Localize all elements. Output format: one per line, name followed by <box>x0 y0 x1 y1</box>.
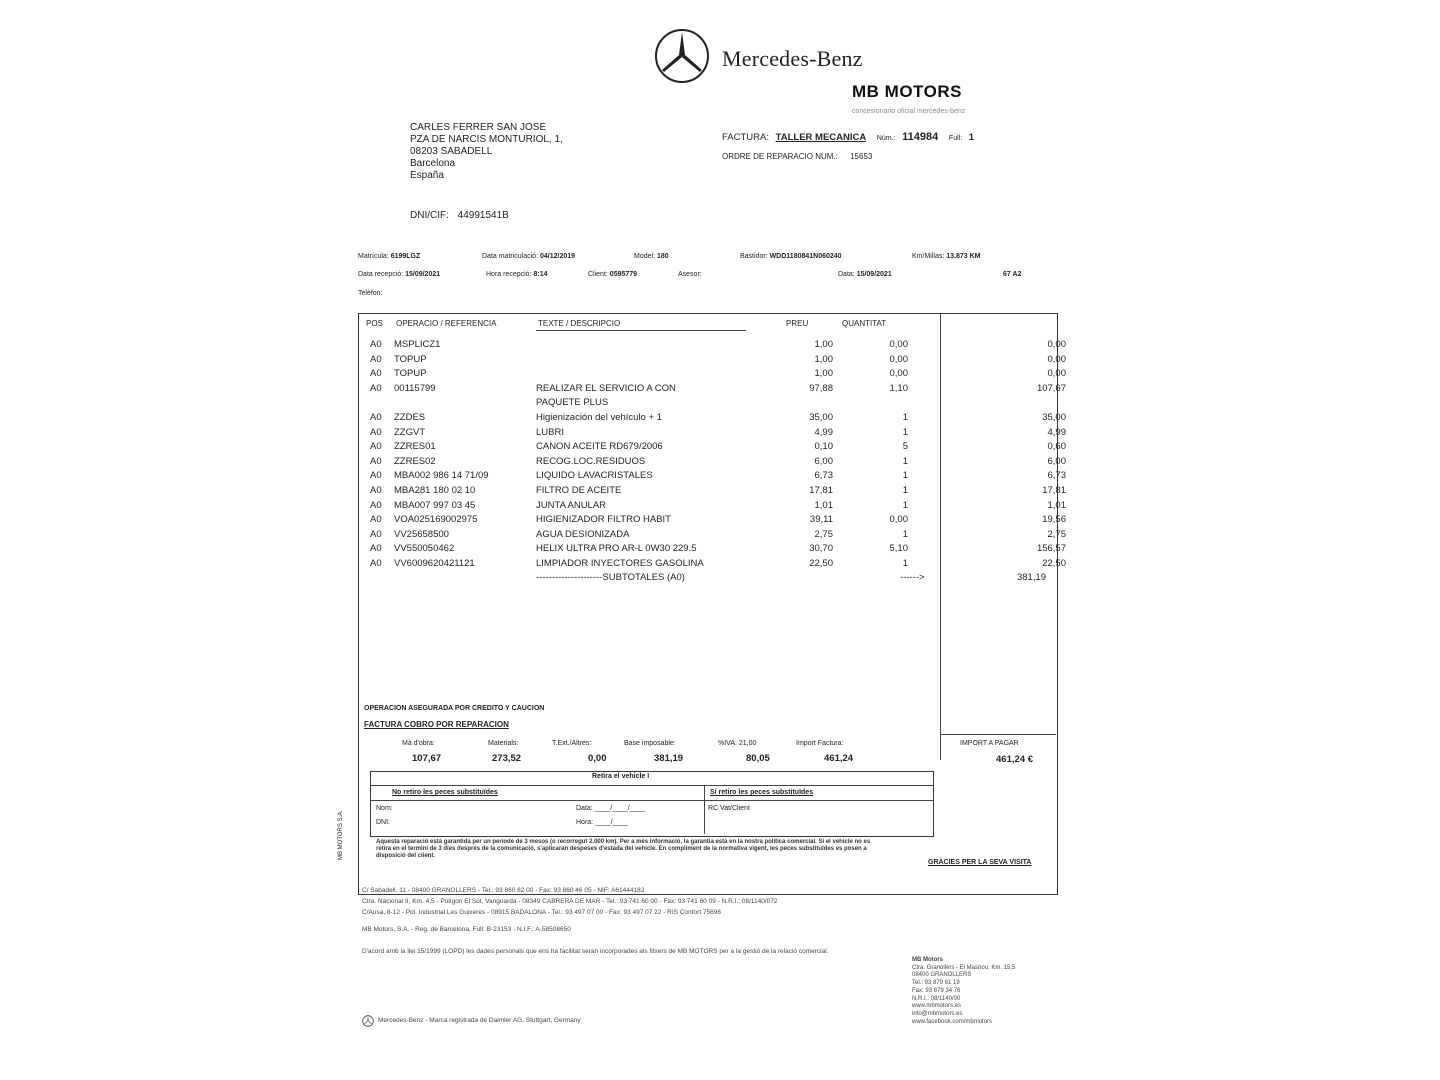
order-info <box>722 152 872 161</box>
row-pos: A0 <box>370 368 382 380</box>
row-pos: A0 <box>370 353 382 365</box>
mo-label: Mà d'obra: <box>402 740 435 747</box>
bottom-star-icon <box>362 1014 374 1026</box>
row-total: 19,56 <box>1042 514 1066 526</box>
table-row <box>370 513 1070 527</box>
row-desc: HIGIENIZADOR FILTRO HABIT <box>536 514 671 526</box>
data-recep-value: 15/09/2021 <box>405 271 441 278</box>
row-desc: RECOG.LOC.RESIDUOS <box>536 455 646 467</box>
totals-row <box>380 740 880 770</box>
customer-address: PZA DE NARCIS MONTURIOL, 1, <box>410 134 563 145</box>
row-pos: A0 <box>370 470 382 482</box>
row-desc: Higienización del vehículo + 1 <box>536 412 662 423</box>
contact-line-6: N.R.I.: 08/1140/00 <box>912 995 961 1002</box>
row-total: 107,67 <box>1036 382 1066 394</box>
row-qty: 1 <box>902 470 908 482</box>
bottom-left-text: Mercedes-Benz - Marca registrada de Daimler AG, Stuttgart, Germany <box>378 1017 581 1024</box>
data-matr-label: Data matriculació: <box>482 253 539 260</box>
table-row <box>370 382 1070 396</box>
retrieval-firma: RC Vat/Client <box>708 805 750 812</box>
row-qty: 0,00 <box>889 339 908 350</box>
table-row <box>370 353 1070 367</box>
header-pos: POS <box>366 319 383 328</box>
km-value: 13.873 KM <box>946 253 981 260</box>
retrieval-hora: Hora: ____/____ <box>576 819 629 826</box>
dealer-tagline: concesionario oficial mercedes-benz <box>852 108 966 115</box>
table-row <box>370 557 1070 571</box>
row-preu: 35,00 <box>809 412 833 423</box>
row-desc: CANON ACEITE RD679/2006 <box>536 441 663 453</box>
vehicle-row-2 <box>358 271 1038 281</box>
row-total: 2,75 <box>1047 528 1066 540</box>
row-ref: MBA281 180 02 10 <box>394 485 476 496</box>
row-qty: 5 <box>902 441 908 453</box>
row-pos: A0 <box>370 514 382 526</box>
model-label: Model: <box>634 253 656 260</box>
retrieval-left-header: No retiro les peces substituïdes <box>392 789 498 796</box>
customer-name: CARLES FERRER SAN JOSE <box>410 122 547 133</box>
address-line-1: C/ Sabadell, 11 - 08400 GRANOLLERS - Tel.: 93 860 82 00 - Fax: 93 860 46 05 - NIF: A61444182 <box>362 887 645 894</box>
contact-line-2: Ctra. Granollers - El Masnou, Km. 15,5 <box>912 964 1016 971</box>
row-ref: VV550050462 <box>394 543 455 555</box>
full-value: 1 <box>968 132 975 143</box>
contact-line-8: info@mbmotors.es <box>912 1010 963 1017</box>
subtotal-value: 381,19 <box>1016 572 1046 583</box>
table-row <box>370 426 1070 440</box>
privacy-text: D'acord amb la llei 15/1999 (LOPD) les dades personals que ens ha facilitat seran incorporades als fitxers de MB MOTORS per a la gestió de la relació comercial. <box>362 948 829 955</box>
import-factura-label: Import Factura: <box>796 740 844 747</box>
table-row <box>370 499 1070 513</box>
hora-label: Hora recepció: <box>486 271 532 278</box>
row-desc: LIMPIADOR INYECTORES GASOLINA <box>536 558 704 569</box>
customer-postal: 08203 SABADELL <box>410 146 493 157</box>
row-total: 17,81 <box>1042 485 1066 496</box>
brand-name: Mercedes-Benz <box>722 46 863 71</box>
row-desc: REALIZAR EL SERVICIO A CON <box>536 382 676 394</box>
materials-label: Materials: <box>488 740 519 747</box>
row-qty: 0,00 <box>889 353 908 365</box>
table-row <box>370 396 1070 410</box>
row-ref: MBA002 986 14 71/09 <box>394 470 489 482</box>
address-line-3: C/Ausa, 8-12 - Pol. Industrial Les Guixeres - 08915 BADALONA - Tel.: 93 497 07 00 - Fax: 93 497 07 22 - RIS Confort 75696 <box>362 909 722 916</box>
table-row <box>370 469 1070 483</box>
matricula-value: 6199LGZ <box>390 253 421 260</box>
bastidor-label: Bastidor: <box>740 253 768 260</box>
row-ref: VOA025169002975 <box>394 514 478 526</box>
row-desc: AGUA DESIONIZADA <box>536 528 630 540</box>
gracies-text: GRÀCIES PER LA SEVA VISITA <box>928 859 1032 866</box>
header-quantitat: QUANTITAT <box>842 319 887 328</box>
import-pagar-box <box>960 740 1050 770</box>
factura-cobro: FACTURA COBRO POR REPARACION <box>364 720 509 729</box>
customer-block <box>410 122 563 182</box>
dni-label: DNI/CIF: <box>410 210 449 221</box>
row-ref: VV6009620421121 <box>394 558 475 569</box>
customer-city: Barcelona <box>410 158 456 169</box>
telefon-label: Telèfon: <box>358 290 383 297</box>
row-qty: 1 <box>902 455 908 467</box>
address-line-2: Ctra. Nacional II, Km. 4,5 - Polígon El Sot, Vanguarda - 08349 CABRERA DE MAR - Tel.: 93 741 60 00 - Fax: 93 741 60 09 - N.R.I.: 08/1140/072 <box>362 898 778 905</box>
row-total: 6,73 <box>1047 470 1066 482</box>
retrieval-data: Data: ____/____/____ <box>576 805 646 812</box>
row-pos: A0 <box>370 528 382 540</box>
contact-line-5: Fax: 93 879 34 76 <box>912 987 961 994</box>
row-total: 0,00 <box>1047 353 1066 365</box>
contact-line-3: 08400 GRANOLLERS <box>912 972 972 979</box>
row-preu: 30,70 <box>809 543 833 555</box>
row-qty: 1 <box>902 412 908 423</box>
import-factura-value: 461,24 <box>824 753 854 764</box>
row-desc: FILTRO DE ACEITE <box>536 485 622 496</box>
order-label: ORDRE DE REPARACIO NUM.: <box>722 152 838 161</box>
iva-label: %IVA: 21,00 <box>718 740 757 747</box>
row-preu: 39,11 <box>809 514 833 526</box>
table-row <box>370 411 1070 425</box>
row-preu: 17,81 <box>809 485 833 496</box>
row-ref: ZZRES01 <box>394 441 436 453</box>
assessor-label: Asesor: <box>678 271 702 278</box>
table-row <box>370 367 1070 381</box>
row-qty: 5,10 <box>889 543 908 555</box>
data-matr-value: 04/12/2019 <box>539 253 576 260</box>
data-value: 15/09/2021 <box>856 271 892 278</box>
contact-line-9: www.facebook.com/mbmotors <box>912 1018 993 1025</box>
row-ref: ZZGVT <box>394 426 426 438</box>
row-pos: A0 <box>370 412 382 423</box>
table-divider-bottom-right <box>940 734 1056 735</box>
row-pos: A0 <box>370 441 382 453</box>
materials-value: 273,52 <box>492 753 522 764</box>
row-qty: 1 <box>902 499 908 511</box>
row-preu: 1,00 <box>814 339 833 350</box>
contact-line-4: Tel.: 93 879 61 19 <box>912 980 960 987</box>
row-pos: A0 <box>370 543 382 555</box>
row-pos: A0 <box>370 426 382 438</box>
row-pos: A0 <box>370 485 382 496</box>
row-total: 0,60 <box>1047 441 1066 453</box>
side-text: MB MOTORS S.A. <box>338 810 344 860</box>
row-pos: A0 <box>370 339 382 350</box>
address-line-4: MB Motors, S.A. - Reg. de Barcelona, Full: B-23153 - N.I.F.: A-58508650 <box>362 926 571 933</box>
row-preu: 6,00 <box>814 455 833 467</box>
row-preu: 4,99 <box>814 426 833 438</box>
row-preu: 97,88 <box>809 382 833 394</box>
num-label: Núm.: <box>876 135 896 142</box>
table-header <box>366 319 936 329</box>
data-recep-label: Data recepció: <box>358 271 404 278</box>
row-desc: PAQUETE PLUS <box>536 397 609 409</box>
row-desc: JUNTA ANULAR <box>536 499 607 511</box>
row-pos: A0 <box>370 455 382 467</box>
matricula-label: Matrícula: <box>358 253 389 260</box>
client-value: 0595779 <box>609 271 638 278</box>
factura-label: FACTURA: <box>722 132 769 143</box>
row-preu: 0,10 <box>814 441 833 453</box>
bastidor-value: WDD1180841N060240 <box>769 253 842 260</box>
customer-country: España <box>410 170 444 181</box>
full-label: Full: <box>948 135 963 142</box>
retrieval-title: Retira el vehicle I <box>592 773 650 780</box>
subtotal-label: ---------------------SUBTOTALES (A0) <box>536 572 685 583</box>
customer-dni <box>410 210 509 222</box>
retrieval-nom: Nom: <box>376 805 393 812</box>
num-value: 114984 <box>902 131 939 143</box>
table-row <box>370 528 1070 542</box>
vehicle-row-1 <box>358 253 1038 263</box>
row-preu: 1,00 <box>814 368 833 380</box>
base-label: Base imposable: <box>624 740 676 747</box>
header-operacio: OPERACIO / REFERENCIA <box>396 319 497 328</box>
table-row <box>370 338 1070 352</box>
row-total: 0,00 <box>1047 368 1066 380</box>
header-rule <box>536 330 746 331</box>
legal-text: Aquesta reparació està garantida per un període de 3 mesos (o recorregut 2.000 km). Per a més informació, la garantia està en la nostra política comercial. Si el vehicle no es retira en el termini de 3 dies després de la comunicació, s'aplicaran despeses d'estada del vehicle. En compliment de la normativa vigent, les peces substituïdes es posen a disposició del client. <box>376 839 871 859</box>
row-ref: ZZRES02 <box>394 455 436 467</box>
import-pagar-value: 461,24 € <box>996 754 1033 765</box>
dealer-name: MB MOTORS <box>852 82 962 101</box>
order-value: 15653 <box>850 152 873 161</box>
import-pagar-label: IMPORT A PAGAR <box>960 740 1019 747</box>
contact-line-7: www.mbmotors.es <box>912 1003 962 1010</box>
row-ref: MBA007 997 03 45 <box>394 499 476 511</box>
tmat-value: 0,00 <box>588 753 607 764</box>
row-qty: 1 <box>902 426 908 438</box>
invoice-info <box>722 132 974 144</box>
retrieval-rule-mid <box>371 800 933 801</box>
row-preu: 6,73 <box>814 470 833 482</box>
table-row <box>370 484 1070 498</box>
header-preu: PREU <box>786 319 809 328</box>
hora-value: 8:14 <box>533 271 548 278</box>
row-total: 156,57 <box>1036 543 1066 555</box>
row-desc: HELIX ULTRA PRO AR-L 0W30 229.5 <box>536 543 697 555</box>
row-qty: 0,00 <box>889 514 908 526</box>
base-value: 381,19 <box>654 753 684 764</box>
subtotal-row <box>536 572 1046 584</box>
row-ref: TOPUP <box>394 353 427 365</box>
row-qty: 1 <box>902 485 908 496</box>
row-ref: ZZDES <box>394 412 426 423</box>
row-preu: 2,75 <box>814 528 833 540</box>
subtotal-arrow: ------> <box>900 572 925 583</box>
row-total: 22,50 <box>1042 558 1066 569</box>
row-pos: A0 <box>370 499 382 511</box>
mercedes-star-logo <box>654 28 710 84</box>
row-preu: 1,01 <box>814 499 833 511</box>
retrieval-right-header: Sí retiro les peces substituïdes <box>710 789 814 796</box>
row-preu: 22,50 <box>809 558 833 569</box>
row-preu: 1,00 <box>814 353 833 365</box>
table-rows <box>370 338 1066 578</box>
code-value: 67 A2 <box>1003 271 1022 278</box>
row-qty: 0,00 <box>889 368 908 380</box>
row-total: 35,00 <box>1042 412 1066 423</box>
row-pos: A0 <box>370 558 382 569</box>
retrieval-rule-top <box>371 785 933 786</box>
data-label: Data: <box>838 271 855 278</box>
km-label: Km/Millas: <box>912 253 945 260</box>
client-label: Client: <box>588 271 608 278</box>
row-ref: TOPUP <box>394 368 427 380</box>
row-ref: VV25658500 <box>394 528 449 540</box>
iva-value: 80,05 <box>746 753 770 764</box>
retrieval-divider <box>704 786 705 834</box>
row-ref: MSPLICZ1 <box>394 339 441 350</box>
row-pos: A0 <box>370 382 382 394</box>
row-qty: 1 <box>902 558 908 569</box>
row-total: 6,00 <box>1047 455 1066 467</box>
model-value: 180 <box>656 253 669 260</box>
row-qty: 1,10 <box>889 382 908 394</box>
row-desc: LIQUIDO LAVACRISTALES <box>536 470 653 482</box>
mo-value: 107,67 <box>412 753 442 764</box>
row-total: 0,00 <box>1047 339 1066 350</box>
table-row <box>370 455 1070 469</box>
table-row <box>370 440 1070 454</box>
dni-value: 44991541B <box>457 210 509 221</box>
factura-type: TALLER MECANICA <box>775 132 867 143</box>
row-desc: LUBRI <box>536 426 564 438</box>
table-row <box>370 542 1070 556</box>
tmat-label: T.Ext./Altres: <box>552 740 592 747</box>
addresses <box>362 885 1042 935</box>
op-asegurada: OPERACION ASEGURADA POR CREDITO Y CAUCION <box>364 705 545 712</box>
row-ref: 00115799 <box>394 382 436 394</box>
row-qty: 1 <box>902 528 908 540</box>
header-texte: TEXTE / DESCRIPCIO <box>538 319 621 328</box>
bottom-right-contact <box>912 957 1052 1026</box>
row-total: 1,01 <box>1047 499 1066 511</box>
contact-line-1: MB Motors <box>912 957 943 963</box>
retrieval-dni: DNI: <box>376 819 390 826</box>
vehicle-retrieval-box <box>370 771 934 837</box>
row-total: 4,99 <box>1047 426 1066 438</box>
